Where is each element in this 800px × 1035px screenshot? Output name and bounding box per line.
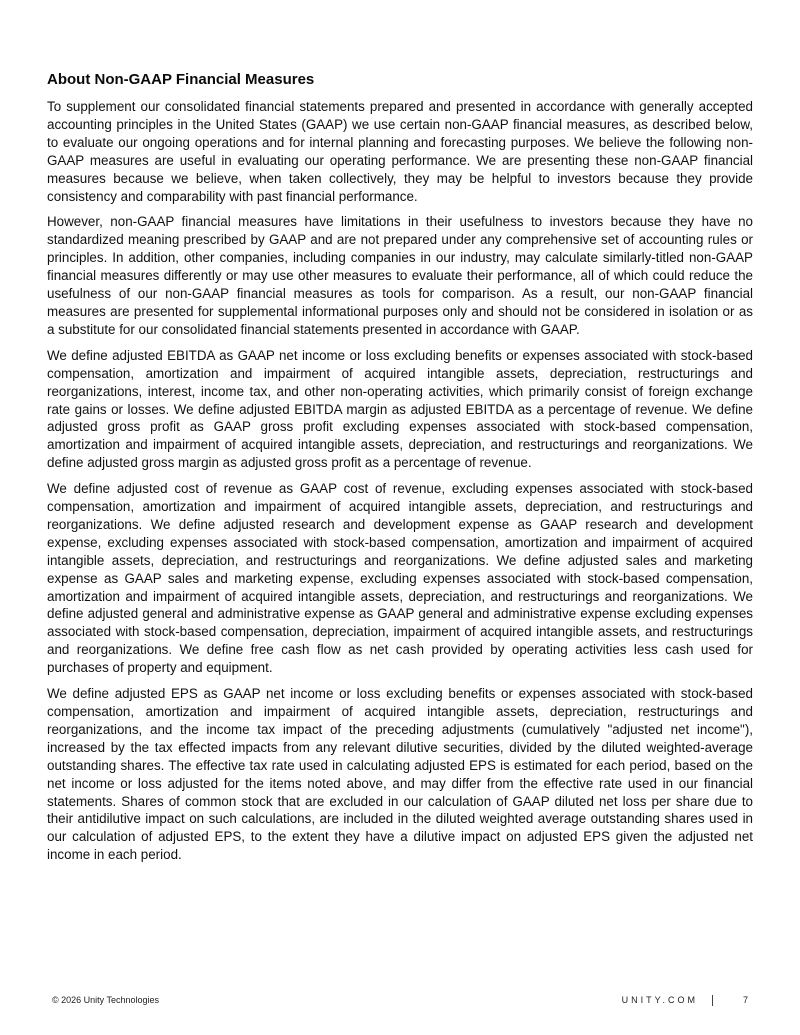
footer-right-group [622, 993, 748, 1007]
paragraph-adjusted-eps: We define adjusted EPS as GAAP net income or loss excluding benefits or expenses associated with stock-based compensation, amortization and impairment of acquired intangible assets, depreciation, restructurings and reorganizations, and the income tax impact of the preceding adjustments (cumulatively "adjusted net income"), increased by the tax effected impacts from any relevant dilutive securities, divided by the diluted weighted-average outstanding shares. The effective tax rate used in calculating adjusted EPS is estimated for each period, based on the net income or loss adjusted for the items noted above, and may differ from the effective rate used in our financial statements. Shares of common stock that are excluded in our calculation of GAAP diluted net loss per share due to their antidilutive impact on such calculations, are included in the diluted weighted average outstanding shares used in our calculation of adjusted EPS, to the extent they have a dilutive impact on adjusted EPS given the adjusted net income in each period. [47, 686, 753, 863]
website-label: UNITY.COM [621, 995, 698, 1005]
document-body [47, 70, 753, 872]
page-footer [52, 993, 748, 1007]
section-heading: About Non-GAAP Financial Measures [47, 71, 315, 88]
paragraph-intro: To supplement our consolidated financial statements prepared and presented in accordance with generally accepted accounting principles in the United States (GAAP) we use certain non-GAAP financial measures, as described below, to evaluate our ongoing operations and for internal planning and forecasting purposes. We believe the following non-GAAP measures are useful in evaluating our operating performance. We are presenting these non-GAAP financial measures because we believe, when taken collectively, they may be helpful to investors because they provide consistency and comparability with past financial performance. [47, 99, 753, 204]
copyright-text: © 2026 Unity Technologies [52, 995, 160, 1005]
paragraph-adjusted-expenses: We define adjusted cost of revenue as GAAP cost of revenue, excluding expenses associated with stock-based compensation, amortization and impairment of acquired intangible assets, depreciation, and restructurings and reorganizations. We define adjusted research and development expense as GAAP research and development expense, excluding expenses associated with stock-based compensation, amortization and impairment of acquired intangible assets, depreciation, and restructurings and reorganizations. We define adjusted sales and marketing expense as GAAP sales and marketing expense, excluding expenses associated with stock-based compensation, amortization and impairment of acquired intangible assets, depreciation, and restructurings and reorganizations. We define adjusted general and administrative expense as GAAP general and administrative expense excluding expenses associated with stock-based compensation, depreciation, impairment of acquired intangible assets, and restructurings and reorganizations. We define free cash flow as net cash provided by operating activities less cash used for purchases of property and equipment. [47, 481, 753, 676]
paragraph-limitations: However, non-GAAP financial measures have limitations in their usefulness to investors because they have no standardized meaning prescribed by GAAP and are not prepared under any comprehensive set of accounting rules or principles. In addition, other companies, including companies in our industry, may calculate similarly-titled non-GAAP financial measures differently or may use other measures to evaluate their performance, all of which could reduce the usefulness of our non-GAAP financial measures as tools for comparison. As a result, our non-GAAP financial measures are presented for supplemental informational purposes only and should not be considered in isolation or as a substitute for our consolidated financial statements presented in accordance with GAAP. [47, 214, 753, 337]
page-number: 7 [742, 995, 748, 1005]
paragraph-adjusted-ebitda: We define adjusted EBITDA as GAAP net income or loss excluding benefits or expenses associated with stock-based compensation, amortization and impairment of acquired intangible assets, depreciation, restructurings and reorganizations, interest, income tax, and other non-operating activities, which primarily consist of foreign exchange rate gains or losses. We define adjusted EBITDA margin as adjusted EBITDA as a percentage of revenue. We define adjusted gross profit as GAAP gross profit excluding expenses associated with stock-based compensation, amortization and impairment of acquired intangible assets, depreciation, and restructurings and reorganizations. We define adjusted gross margin as adjusted gross profit as a percentage of revenue. [47, 347, 753, 471]
footer-divider [712, 995, 713, 1006]
